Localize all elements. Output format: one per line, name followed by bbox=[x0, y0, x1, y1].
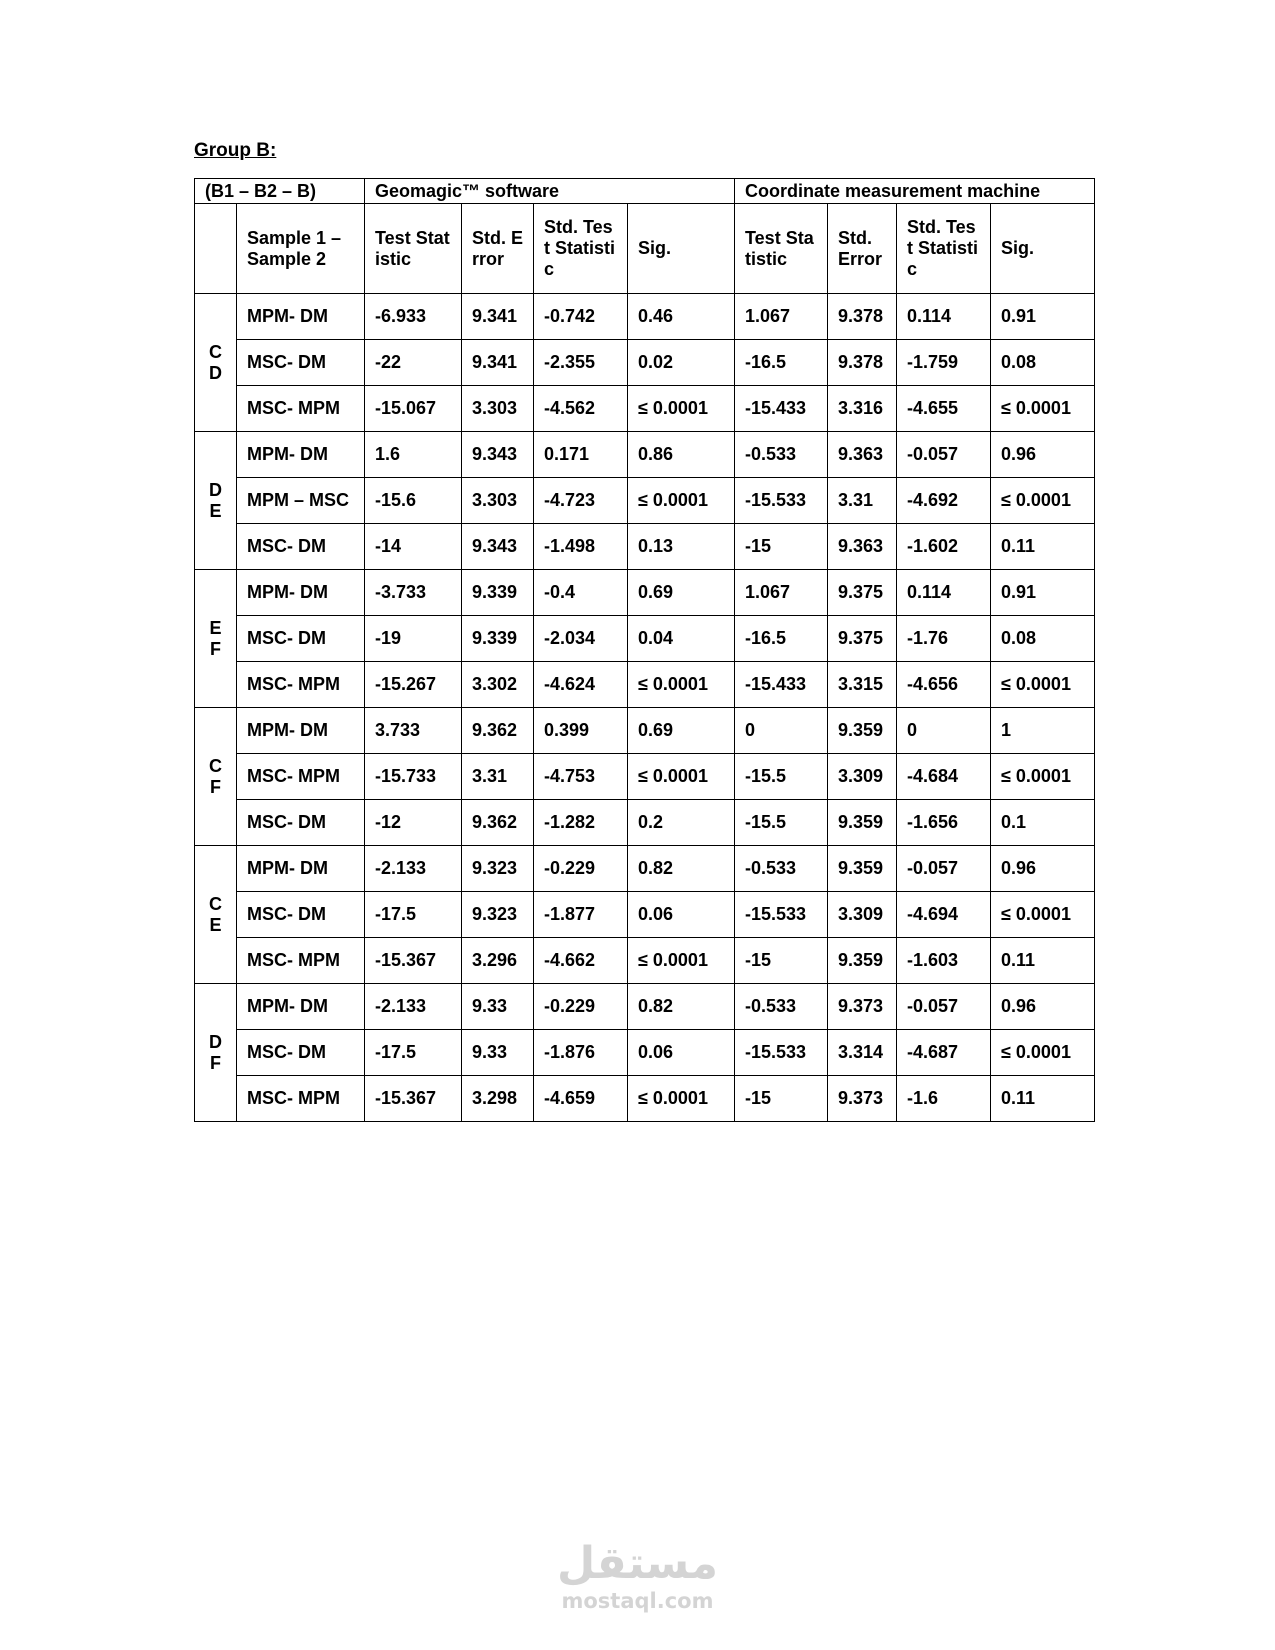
cmm-test-statistic-cell: -15.533 bbox=[735, 478, 828, 524]
sw-sig-cell: ≤ 0.0001 bbox=[628, 1076, 735, 1122]
sw-std-test-statistic-cell: -1.498 bbox=[534, 524, 628, 570]
sample-pair: MPM- DM bbox=[237, 708, 365, 754]
cmm-test-statistic-cell: -15.533 bbox=[735, 1030, 828, 1076]
group-letter: D bbox=[209, 362, 222, 383]
cmm-std-error-cell: 3.309 bbox=[828, 754, 897, 800]
sw-std-test-statistic-cell: -1.877 bbox=[534, 892, 628, 938]
sw-std-test-statistic-cell: -4.624 bbox=[534, 662, 628, 708]
sample-pair: MPM- DM bbox=[237, 432, 365, 478]
cmm-std-error-cell: 9.359 bbox=[828, 800, 897, 846]
cmm-sig-cell: 0.91 bbox=[991, 294, 1095, 340]
sw-std-test-statistic-cell: -4.723 bbox=[534, 478, 628, 524]
cmm-sig-cell: 0.11 bbox=[991, 524, 1095, 570]
sw-std-error-cell: 9.339 bbox=[462, 570, 534, 616]
sw-sig-cell: 0.06 bbox=[628, 1030, 735, 1076]
sw-test-statistic-cell: -17.5 bbox=[365, 1030, 462, 1076]
sw-std-error-cell: 9.341 bbox=[462, 294, 534, 340]
sw-std-test-statistic-cell: 0.399 bbox=[534, 708, 628, 754]
sw-std-test-statistic-cell: -0.229 bbox=[534, 984, 628, 1030]
sw-sig-cell: 0.46 bbox=[628, 294, 735, 340]
header-row-main bbox=[195, 179, 1095, 204]
cmm-sig-cell: 1 bbox=[991, 708, 1095, 754]
sw-sig-cell: 0.2 bbox=[628, 800, 735, 846]
sw-sig-cell: 0.86 bbox=[628, 432, 735, 478]
sw-sig-header: Sig. bbox=[628, 204, 735, 294]
table-row bbox=[195, 892, 1095, 938]
cmm-sig-cell: ≤ 0.0001 bbox=[991, 386, 1095, 432]
sw-std-test-statistic-header: Std. Test Statistic bbox=[534, 204, 628, 294]
cmm-std-error-cell: 9.363 bbox=[828, 432, 897, 478]
comparison-header: (B1 – B2 – B) bbox=[195, 179, 365, 204]
sample-pair: MSC- MPM bbox=[237, 386, 365, 432]
sw-test-statistic-cell: 1.6 bbox=[365, 432, 462, 478]
sample-pair: MSC- MPM bbox=[237, 754, 365, 800]
sample-pair: MSC- DM bbox=[237, 1030, 365, 1076]
cmm-test-statistic-cell: -15 bbox=[735, 938, 828, 984]
table-row bbox=[195, 938, 1095, 984]
sample-pair: MPM- DM bbox=[237, 294, 365, 340]
group-letter: D bbox=[209, 1031, 222, 1052]
sw-test-statistic-cell: -2.133 bbox=[365, 846, 462, 892]
cmm-test-statistic-cell: -0.533 bbox=[735, 846, 828, 892]
cmm-std-error-cell: 3.314 bbox=[828, 1030, 897, 1076]
sw-sig-cell: 0.06 bbox=[628, 892, 735, 938]
table-row bbox=[195, 846, 1095, 892]
cmm-test-statistic-cell: -15.5 bbox=[735, 754, 828, 800]
table-row bbox=[195, 984, 1095, 1030]
cmm-sig-cell: 0.11 bbox=[991, 938, 1095, 984]
sw-sig-cell: ≤ 0.0001 bbox=[628, 938, 735, 984]
sw-test-statistic-cell: -2.133 bbox=[365, 984, 462, 1030]
cmm-sig-cell: 0.96 bbox=[991, 432, 1095, 478]
cmm-std-error-cell: 9.373 bbox=[828, 1076, 897, 1122]
sw-sig-cell: 0.82 bbox=[628, 984, 735, 1030]
sw-std-error-cell: 9.323 bbox=[462, 846, 534, 892]
sw-std-test-statistic-cell: -1.282 bbox=[534, 800, 628, 846]
table-row bbox=[195, 294, 1095, 340]
sample-pair: MSC- DM bbox=[237, 892, 365, 938]
cmm-sig-cell: 0.11 bbox=[991, 1076, 1095, 1122]
cmm-std-error-cell: 9.378 bbox=[828, 340, 897, 386]
cmm-std-test-statistic-header: Std. Test Statistic bbox=[897, 204, 991, 294]
sw-test-statistic-header: Test Statistic bbox=[365, 204, 462, 294]
sample-pair: MSC- MPM bbox=[237, 1076, 365, 1122]
group-letter: E bbox=[209, 500, 222, 521]
cmm-sig-cell: ≤ 0.0001 bbox=[991, 478, 1095, 524]
sw-sig-cell: 0.13 bbox=[628, 524, 735, 570]
sw-std-error-cell: 3.303 bbox=[462, 478, 534, 524]
sw-std-test-statistic-cell: -4.662 bbox=[534, 938, 628, 984]
sw-std-error-cell: 3.302 bbox=[462, 662, 534, 708]
cmm-test-statistic-cell: -0.533 bbox=[735, 432, 828, 478]
cmm-std-error-cell: 9.363 bbox=[828, 524, 897, 570]
sw-std-test-statistic-cell: -0.742 bbox=[534, 294, 628, 340]
sw-std-test-statistic-cell: -1.876 bbox=[534, 1030, 628, 1076]
cmm-std-test-statistic-cell: -1.603 bbox=[897, 938, 991, 984]
sample-pair: MPM- DM bbox=[237, 846, 365, 892]
sw-std-error-cell: 9.343 bbox=[462, 524, 534, 570]
sw-std-error-cell: 9.323 bbox=[462, 892, 534, 938]
sw-test-statistic-cell: -15.067 bbox=[365, 386, 462, 432]
cmm-test-statistic-cell: -15.433 bbox=[735, 386, 828, 432]
group-label bbox=[195, 294, 237, 432]
watermark-domain: mostaql.com bbox=[561, 1589, 714, 1613]
sw-test-statistic-cell: -12 bbox=[365, 800, 462, 846]
group-label bbox=[195, 846, 237, 984]
table-row bbox=[195, 386, 1095, 432]
group-letter: E bbox=[209, 617, 222, 638]
cmm-test-statistic-cell: -0.533 bbox=[735, 984, 828, 1030]
group-letter: F bbox=[210, 776, 221, 797]
cmm-std-error-cell: 9.359 bbox=[828, 846, 897, 892]
cmm-sig-cell: 0.1 bbox=[991, 800, 1095, 846]
sw-std-error-cell: 3.296 bbox=[462, 938, 534, 984]
cmm-std-test-statistic-cell: 0.114 bbox=[897, 570, 991, 616]
sw-std-error-cell: 9.339 bbox=[462, 616, 534, 662]
cmm-std-error-cell: 9.375 bbox=[828, 616, 897, 662]
sw-test-statistic-cell: -6.933 bbox=[365, 294, 462, 340]
sw-std-error-cell: 3.298 bbox=[462, 1076, 534, 1122]
sw-std-test-statistic-cell: -4.753 bbox=[534, 754, 628, 800]
section-heading: Group B: bbox=[194, 140, 277, 161]
table-row bbox=[195, 340, 1095, 386]
cmm-std-test-statistic-cell: -4.684 bbox=[897, 754, 991, 800]
cmm-std-error-cell: 9.359 bbox=[828, 708, 897, 754]
cmm-std-error-cell: 9.373 bbox=[828, 984, 897, 1030]
cmm-std-error-cell: 3.316 bbox=[828, 386, 897, 432]
group-letter: F bbox=[210, 1052, 221, 1073]
watermark-logo: مستقل bbox=[557, 1538, 718, 1589]
group-label bbox=[195, 984, 237, 1122]
cmm-test-statistic-cell: -15 bbox=[735, 1076, 828, 1122]
sample-pair: MSC- DM bbox=[237, 524, 365, 570]
table-row bbox=[195, 662, 1095, 708]
cmm-test-statistic-cell: -16.5 bbox=[735, 616, 828, 662]
cmm-std-error-cell: 9.378 bbox=[828, 294, 897, 340]
sw-test-statistic-cell: 3.733 bbox=[365, 708, 462, 754]
sw-std-error-cell: 9.341 bbox=[462, 340, 534, 386]
header-row-columns bbox=[195, 204, 1095, 294]
table-row bbox=[195, 708, 1095, 754]
machine-header: Coordinate measurement machine bbox=[735, 179, 1095, 204]
group-label bbox=[195, 570, 237, 708]
cmm-std-test-statistic-cell: -1.656 bbox=[897, 800, 991, 846]
sw-std-test-statistic-cell: -2.355 bbox=[534, 340, 628, 386]
sw-test-statistic-cell: -3.733 bbox=[365, 570, 462, 616]
cmm-std-test-statistic-cell: -0.057 bbox=[897, 432, 991, 478]
cmm-sig-cell: ≤ 0.0001 bbox=[991, 1030, 1095, 1076]
sw-sig-cell: ≤ 0.0001 bbox=[628, 754, 735, 800]
group-letter: D bbox=[209, 479, 222, 500]
cmm-std-test-statistic-cell: -4.655 bbox=[897, 386, 991, 432]
cmm-test-statistic-cell: -15.433 bbox=[735, 662, 828, 708]
cmm-test-statistic-cell: -15.533 bbox=[735, 892, 828, 938]
sw-std-test-statistic-cell: -0.4 bbox=[534, 570, 628, 616]
cmm-std-test-statistic-cell: -1.76 bbox=[897, 616, 991, 662]
cmm-test-statistic-cell: -15 bbox=[735, 524, 828, 570]
cmm-std-error-cell: 9.359 bbox=[828, 938, 897, 984]
cmm-std-test-statistic-cell: -0.057 bbox=[897, 846, 991, 892]
sw-std-test-statistic-cell: 0.171 bbox=[534, 432, 628, 478]
table-row bbox=[195, 1076, 1095, 1122]
sw-std-error-header: Std. Error bbox=[462, 204, 534, 294]
sw-std-error-cell: 9.33 bbox=[462, 1030, 534, 1076]
sw-sig-cell: 0.02 bbox=[628, 340, 735, 386]
sw-std-error-cell: 9.33 bbox=[462, 984, 534, 1030]
cmm-std-error-cell: 3.31 bbox=[828, 478, 897, 524]
table-row bbox=[195, 616, 1095, 662]
cmm-sig-cell: ≤ 0.0001 bbox=[991, 754, 1095, 800]
cmm-std-test-statistic-cell: -4.694 bbox=[897, 892, 991, 938]
cmm-test-statistic-header: Test Statistic bbox=[735, 204, 828, 294]
table-row bbox=[195, 432, 1095, 478]
sample-pair: MPM- DM bbox=[237, 984, 365, 1030]
sw-sig-cell: ≤ 0.0001 bbox=[628, 478, 735, 524]
table-row bbox=[195, 478, 1095, 524]
cmm-std-test-statistic-cell: -4.692 bbox=[897, 478, 991, 524]
sample-pair: MSC- MPM bbox=[237, 938, 365, 984]
sw-test-statistic-cell: -17.5 bbox=[365, 892, 462, 938]
cmm-std-error-cell: 9.375 bbox=[828, 570, 897, 616]
sw-test-statistic-cell: -15.6 bbox=[365, 478, 462, 524]
sw-test-statistic-cell: -15.367 bbox=[365, 938, 462, 984]
cmm-test-statistic-cell: 1.067 bbox=[735, 570, 828, 616]
cmm-std-error-cell: 3.309 bbox=[828, 892, 897, 938]
sample-pair: MSC- DM bbox=[237, 800, 365, 846]
sw-test-statistic-cell: -15.367 bbox=[365, 1076, 462, 1122]
sample-pair: MSC- DM bbox=[237, 340, 365, 386]
group-label bbox=[195, 432, 237, 570]
cmm-test-statistic-cell: 0 bbox=[735, 708, 828, 754]
sw-test-statistic-cell: -14 bbox=[365, 524, 462, 570]
cmm-sig-cell: 0.08 bbox=[991, 616, 1095, 662]
sw-std-error-cell: 9.362 bbox=[462, 800, 534, 846]
table-row bbox=[195, 800, 1095, 846]
cmm-std-test-statistic-cell: -1.602 bbox=[897, 524, 991, 570]
sw-test-statistic-cell: -15.267 bbox=[365, 662, 462, 708]
cmm-test-statistic-cell: -16.5 bbox=[735, 340, 828, 386]
cmm-sig-cell: 0.08 bbox=[991, 340, 1095, 386]
software-header: Geomagic™ software bbox=[365, 179, 735, 204]
group-letter: E bbox=[209, 914, 222, 935]
cmm-sig-cell: 0.96 bbox=[991, 846, 1095, 892]
sw-sig-cell: ≤ 0.0001 bbox=[628, 662, 735, 708]
cmm-test-statistic-cell: 1.067 bbox=[735, 294, 828, 340]
sw-std-error-cell: 3.31 bbox=[462, 754, 534, 800]
cmm-sig-cell: ≤ 0.0001 bbox=[991, 662, 1095, 708]
sw-test-statistic-cell: -19 bbox=[365, 616, 462, 662]
sw-sig-cell: ≤ 0.0001 bbox=[628, 386, 735, 432]
table-row bbox=[195, 570, 1095, 616]
sw-test-statistic-cell: -15.733 bbox=[365, 754, 462, 800]
sw-std-error-cell: 9.362 bbox=[462, 708, 534, 754]
sw-std-test-statistic-cell: -2.034 bbox=[534, 616, 628, 662]
cmm-std-error-cell: 3.315 bbox=[828, 662, 897, 708]
statistics-table bbox=[194, 178, 1095, 1122]
table-body bbox=[195, 294, 1095, 1122]
table-row bbox=[195, 524, 1095, 570]
cmm-std-test-statistic-cell: -4.687 bbox=[897, 1030, 991, 1076]
sw-std-test-statistic-cell: -4.659 bbox=[534, 1076, 628, 1122]
watermark bbox=[0, 1540, 1275, 1614]
sw-std-error-cell: 3.303 bbox=[462, 386, 534, 432]
table-row bbox=[195, 1030, 1095, 1076]
cmm-std-test-statistic-cell: 0 bbox=[897, 708, 991, 754]
cmm-sig-cell: 0.96 bbox=[991, 984, 1095, 1030]
sw-sig-cell: 0.69 bbox=[628, 570, 735, 616]
cmm-std-test-statistic-cell: -0.057 bbox=[897, 984, 991, 1030]
group-letter: C bbox=[209, 341, 222, 362]
sample-pair: MSC- MPM bbox=[237, 662, 365, 708]
group-label bbox=[195, 708, 237, 846]
sw-sig-cell: 0.82 bbox=[628, 846, 735, 892]
group-letter: C bbox=[209, 893, 222, 914]
cmm-sig-cell: ≤ 0.0001 bbox=[991, 892, 1095, 938]
sample-header: Sample 1 – Sample 2 bbox=[237, 204, 365, 294]
empty-group-header bbox=[195, 204, 237, 294]
cmm-std-test-statistic-cell: -1.6 bbox=[897, 1076, 991, 1122]
cmm-std-test-statistic-cell: 0.114 bbox=[897, 294, 991, 340]
sw-sig-cell: 0.69 bbox=[628, 708, 735, 754]
cmm-std-error-header: Std. Error bbox=[828, 204, 897, 294]
table-row bbox=[195, 754, 1095, 800]
cmm-test-statistic-cell: -15.5 bbox=[735, 800, 828, 846]
sw-sig-cell: 0.04 bbox=[628, 616, 735, 662]
cmm-sig-header: Sig. bbox=[991, 204, 1095, 294]
cmm-std-test-statistic-cell: -4.656 bbox=[897, 662, 991, 708]
sample-pair: MSC- DM bbox=[237, 616, 365, 662]
sample-pair: MPM – MSC bbox=[237, 478, 365, 524]
sw-std-test-statistic-cell: -4.562 bbox=[534, 386, 628, 432]
sample-pair: MPM- DM bbox=[237, 570, 365, 616]
cmm-std-test-statistic-cell: -1.759 bbox=[897, 340, 991, 386]
sw-test-statistic-cell: -22 bbox=[365, 340, 462, 386]
group-letter: C bbox=[209, 755, 222, 776]
sw-std-error-cell: 9.343 bbox=[462, 432, 534, 478]
sw-std-test-statistic-cell: -0.229 bbox=[534, 846, 628, 892]
cmm-sig-cell: 0.91 bbox=[991, 570, 1095, 616]
group-letter: F bbox=[210, 638, 221, 659]
